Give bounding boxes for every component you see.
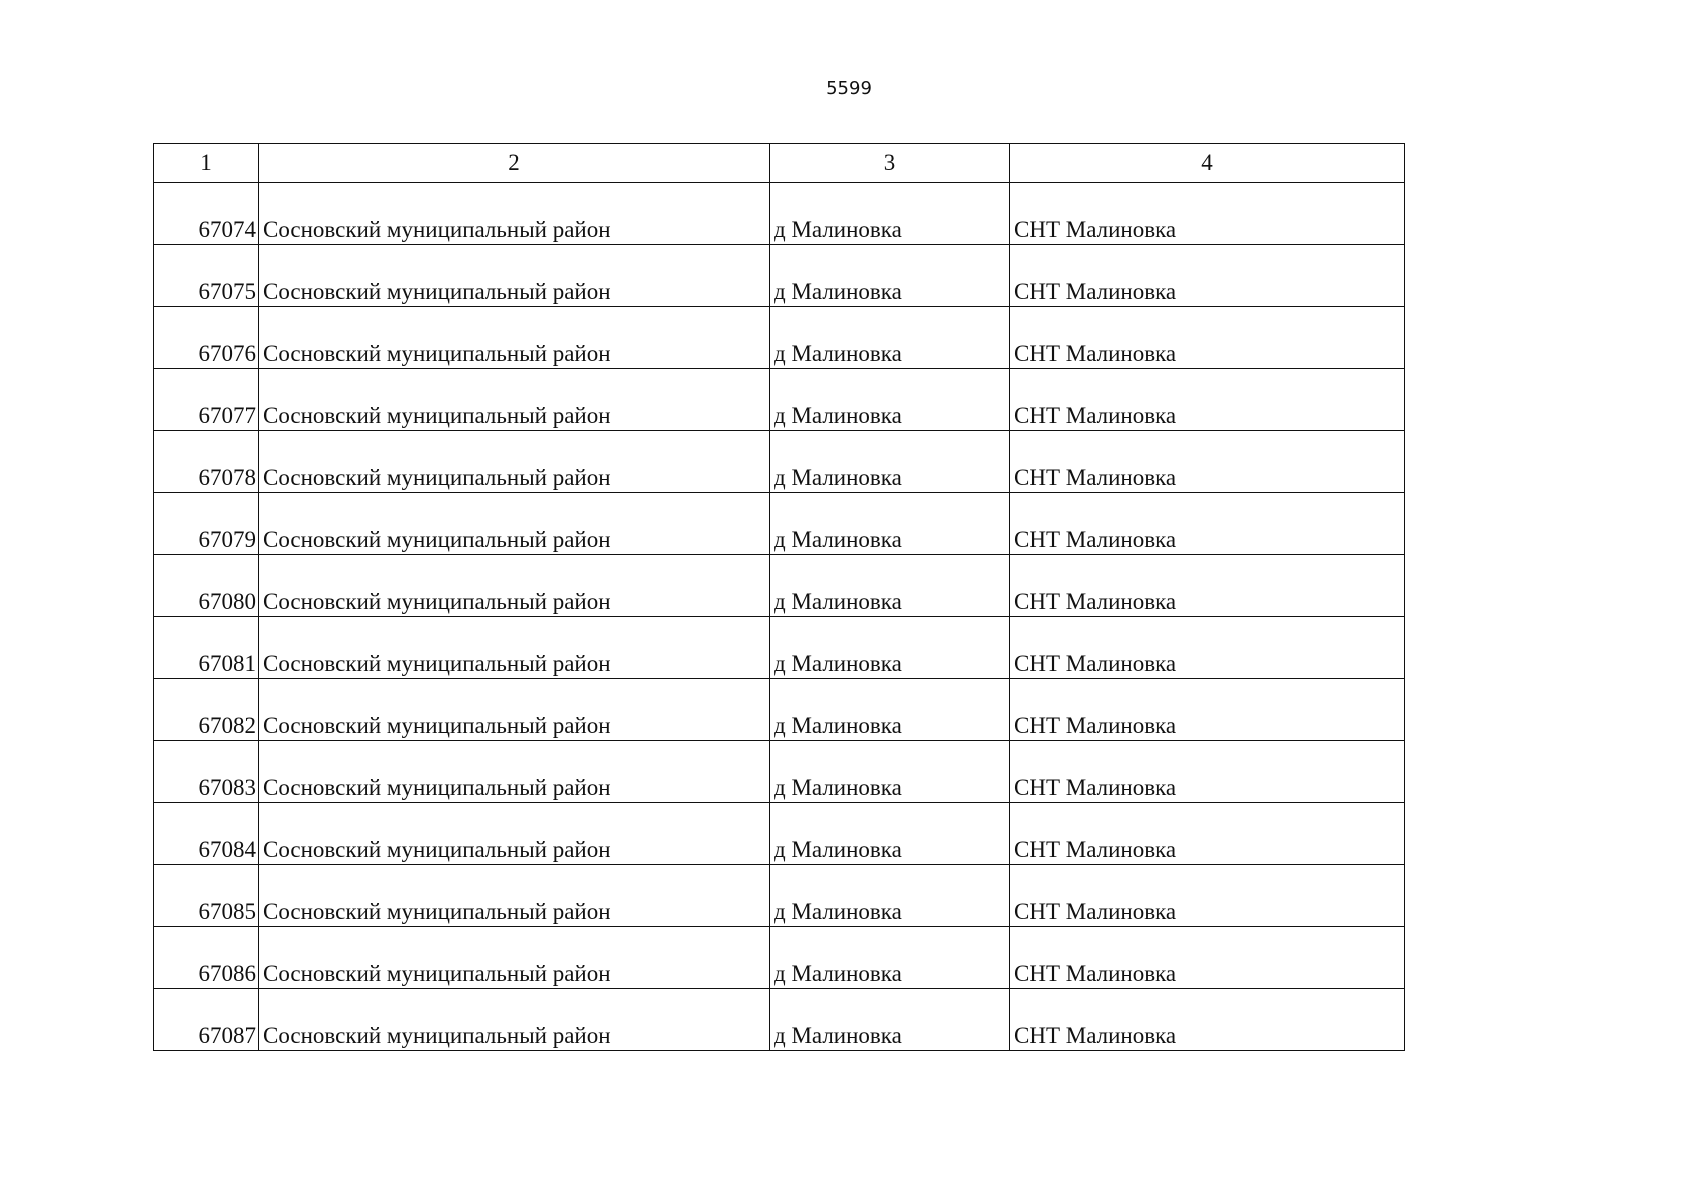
row-number-cell: 67085: [154, 865, 259, 927]
district-name-cell: Сосновский муниципальный район: [259, 183, 770, 245]
row-number-cell: 67087: [154, 989, 259, 1051]
district-name-cell: Сосновский муниципальный район: [259, 617, 770, 679]
district-name-cell: Сосновский муниципальный район: [259, 555, 770, 617]
settlement-name-cell: д Малиновка: [770, 617, 1010, 679]
district-name-cell: Сосновский муниципальный район: [259, 493, 770, 555]
object-name-cell: СНТ Малиновка: [1010, 307, 1405, 369]
row-number-cell: 67078: [154, 431, 259, 493]
settlement-name-cell: д Малиновка: [770, 803, 1010, 865]
row-number-cell: 67080: [154, 555, 259, 617]
object-name-cell: СНТ Малиновка: [1010, 245, 1405, 307]
table-row: [154, 865, 1405, 927]
table-row: [154, 307, 1405, 369]
page-number: 5599: [826, 78, 872, 99]
table-row: [154, 617, 1405, 679]
column-header-4: 4: [1010, 144, 1405, 183]
table-row: [154, 989, 1405, 1051]
settlement-name-cell: д Малиновка: [770, 431, 1010, 493]
registry-table: [153, 143, 1405, 1051]
settlement-name-cell: д Малиновка: [770, 307, 1010, 369]
settlement-name-cell: д Малиновка: [770, 679, 1010, 741]
table-row: [154, 741, 1405, 803]
column-header-3: 3: [770, 144, 1010, 183]
row-number-cell: 67082: [154, 679, 259, 741]
object-name-cell: СНТ Малиновка: [1010, 369, 1405, 431]
settlement-name-cell: д Малиновка: [770, 245, 1010, 307]
district-name-cell: Сосновский муниципальный район: [259, 307, 770, 369]
object-name-cell: СНТ Малиновка: [1010, 803, 1405, 865]
object-name-cell: СНТ Малиновка: [1010, 555, 1405, 617]
table-row: [154, 803, 1405, 865]
district-name-cell: Сосновский муниципальный район: [259, 741, 770, 803]
district-name-cell: Сосновский муниципальный район: [259, 865, 770, 927]
object-name-cell: СНТ Малиновка: [1010, 183, 1405, 245]
settlement-name-cell: д Малиновка: [770, 865, 1010, 927]
object-name-cell: СНТ Малиновка: [1010, 865, 1405, 927]
settlement-name-cell: д Малиновка: [770, 493, 1010, 555]
header-row: [154, 144, 1405, 183]
object-name-cell: СНТ Малиновка: [1010, 927, 1405, 989]
settlement-name-cell: д Малиновка: [770, 369, 1010, 431]
table-row: [154, 369, 1405, 431]
object-name-cell: СНТ Малиновка: [1010, 989, 1405, 1051]
object-name-cell: СНТ Малиновка: [1010, 741, 1405, 803]
table-row: [154, 927, 1405, 989]
district-name-cell: Сосновский муниципальный район: [259, 803, 770, 865]
column-header-2: 2: [259, 144, 770, 183]
table-header: [154, 144, 1405, 183]
settlement-name-cell: д Малиновка: [770, 927, 1010, 989]
district-name-cell: Сосновский муниципальный район: [259, 245, 770, 307]
settlement-name-cell: д Малиновка: [770, 989, 1010, 1051]
table-row: [154, 431, 1405, 493]
table-row: [154, 245, 1405, 307]
object-name-cell: СНТ Малиновка: [1010, 679, 1405, 741]
table-body: [154, 183, 1405, 1051]
row-number-cell: 67084: [154, 803, 259, 865]
district-name-cell: Сосновский муниципальный район: [259, 989, 770, 1051]
row-number-cell: 67077: [154, 369, 259, 431]
settlement-name-cell: д Малиновка: [770, 741, 1010, 803]
district-name-cell: Сосновский муниципальный район: [259, 431, 770, 493]
object-name-cell: СНТ Малиновка: [1010, 617, 1405, 679]
row-number-cell: 67076: [154, 307, 259, 369]
row-number-cell: 67083: [154, 741, 259, 803]
row-number-cell: 67079: [154, 493, 259, 555]
row-number-cell: 67074: [154, 183, 259, 245]
row-number-cell: 67081: [154, 617, 259, 679]
object-name-cell: СНТ Малиновка: [1010, 431, 1405, 493]
district-name-cell: Сосновский муниципальный район: [259, 369, 770, 431]
object-name-cell: СНТ Малиновка: [1010, 493, 1405, 555]
row-number-cell: 67075: [154, 245, 259, 307]
column-header-1: 1: [154, 144, 259, 183]
row-number-cell: 67086: [154, 927, 259, 989]
table-row: [154, 493, 1405, 555]
table-row: [154, 555, 1405, 617]
settlement-name-cell: д Малиновка: [770, 183, 1010, 245]
table-row: [154, 679, 1405, 741]
district-name-cell: Сосновский муниципальный район: [259, 927, 770, 989]
settlement-name-cell: д Малиновка: [770, 555, 1010, 617]
table-row: [154, 183, 1405, 245]
district-name-cell: Сосновский муниципальный район: [259, 679, 770, 741]
